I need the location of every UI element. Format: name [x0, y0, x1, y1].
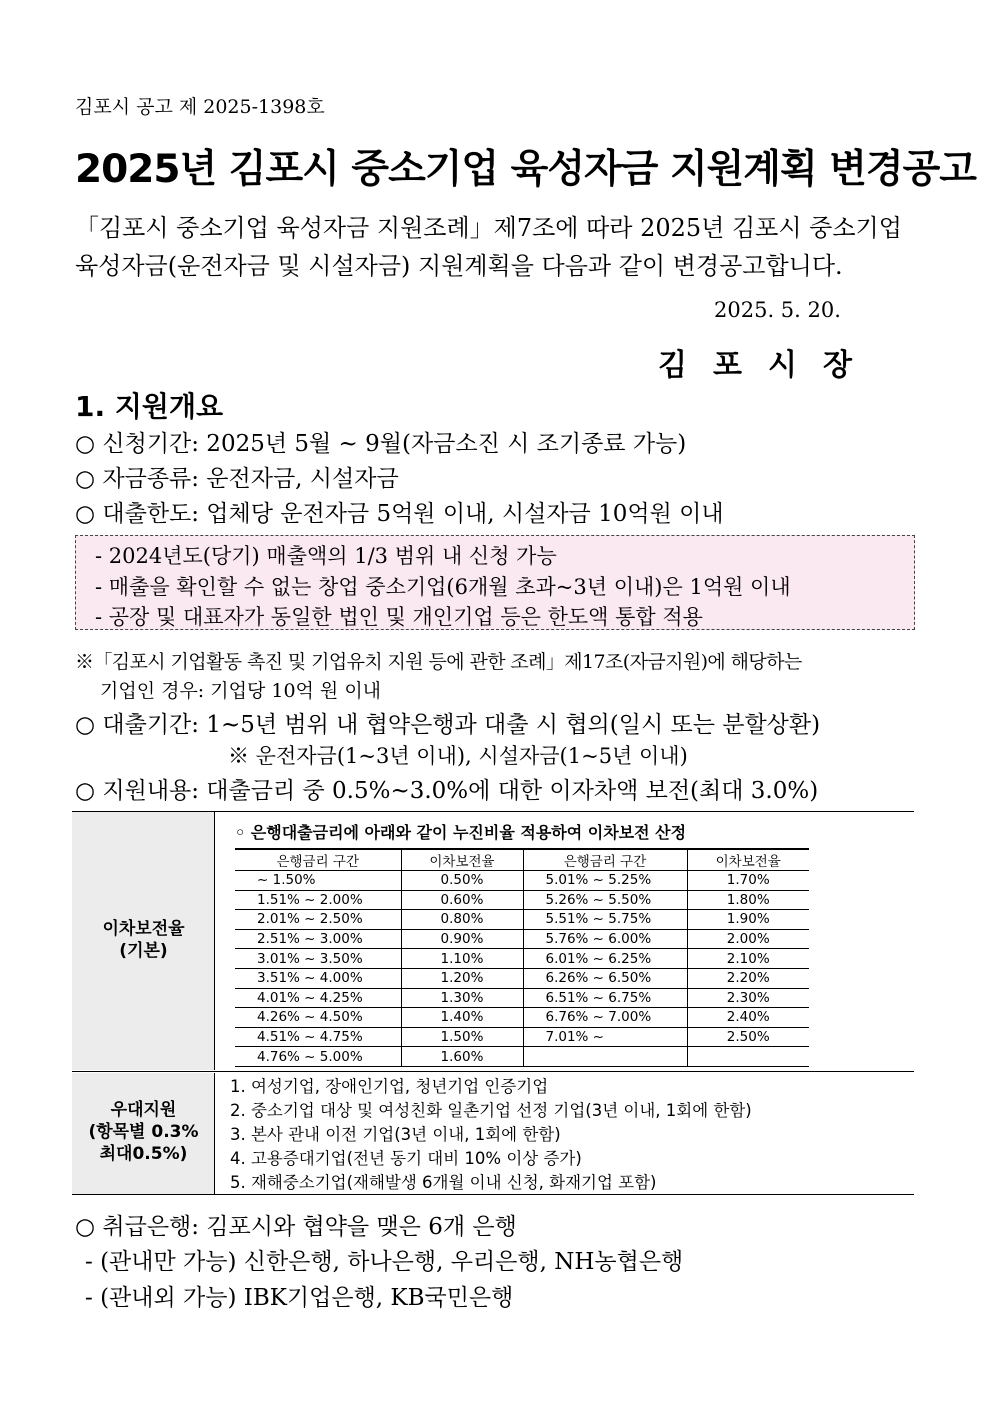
rate-cell-range: 2.01% ~ 2.50%: [235, 910, 401, 930]
notice-number: 김포시 공고 제 2025-1398호: [75, 96, 325, 118]
rate-cell-range: 6.51% ~ 6.75%: [523, 988, 687, 1008]
rate-table-header: [235, 849, 809, 871]
table-row: [235, 929, 809, 949]
rate-cell-rate: 0.60%: [401, 890, 523, 910]
intro-line-1: 「김포시 중소기업 육성자금 지원조례」제7조에 따라 2025년 김포시 중소기업: [75, 214, 902, 242]
rate-cell-range: 5.26% ~ 5.50%: [523, 890, 687, 910]
loan-period: ○ 대출기간: 1~5년 범위 내 협약은행과 대출 시 협의(일시 또는 분할상환): [75, 712, 821, 738]
rate-cell-range: 4.76% ~ 5.00%: [235, 1047, 401, 1067]
section-title: 1. 지원개요: [75, 390, 224, 423]
table-row: [235, 968, 809, 988]
rate-intro: ◦ 은행대출금리에 아래와 같이 누진비율 적용하여 이차보전 산정: [235, 823, 687, 842]
preferential-list: [230, 1075, 752, 1195]
rate-cell-range: 3.01% ~ 3.50%: [235, 949, 401, 969]
rate-cell-rate: 1.80%: [687, 890, 809, 910]
rate-cell-rate: 1.60%: [401, 1047, 523, 1067]
rate-cell-rate: 0.50%: [401, 871, 523, 891]
table-row: [235, 890, 809, 910]
rate-cell-rate: 1.20%: [401, 968, 523, 988]
limit-note: - 2024년도(당기) 매출액의 1/3 범위 내 신청 가능: [95, 544, 557, 568]
rate-cell-rate: 1.50%: [401, 1027, 523, 1047]
page-title: 2025년 김포시 중소기업 육성자금 지원계획 변경공고: [75, 147, 976, 192]
table-divider: [72, 1071, 914, 1072]
intro-line-2: 육성자금(운전자금 및 시설자금) 지원계획을 다음과 같이 변경공고합니다.: [75, 252, 843, 280]
rate-cell-rate: 2.50%: [687, 1027, 809, 1047]
rate-cell-range: 4.26% ~ 4.50%: [235, 1008, 401, 1028]
rate-cell-rate: [687, 1047, 809, 1067]
rate-cell-rate: 2.20%: [687, 968, 809, 988]
rate-cell-range: 5.51% ~ 5.75%: [523, 910, 687, 930]
support-content: ○ 지원내용: 대출금리 중 0.5%~3.0%에 대한 이자차액 보전(최대 3.0%): [75, 778, 819, 804]
preferential-label: 우대지원 (항목별 0.3% 최대0.5%): [88, 1100, 199, 1164]
rate-table: [235, 848, 809, 1067]
rate-cell-range: ~ 1.50%: [235, 871, 401, 891]
rate-cell-rate: 0.90%: [401, 929, 523, 949]
table-row: [235, 1008, 809, 1028]
banks-title: ○ 취급은행: 김포시와 협약을 맺은 6개 은행: [75, 1214, 517, 1240]
col-rate: 이차보전율: [687, 849, 809, 871]
rate-cell-rate: 1.90%: [687, 910, 809, 930]
rate-cell-range: 4.01% ~ 4.25%: [235, 988, 401, 1008]
issuer-name: 김포시장: [658, 348, 878, 383]
list-item: 4. 고용증대기업(전년 동기 대비 10% 이상 증가): [230, 1149, 582, 1168]
rate-cell-range: 1.51% ~ 2.00%: [235, 890, 401, 910]
limit-note: - 매출을 확인할 수 없는 창업 중소기업(6개월 초과~3년 이내)은 1억원 이내: [95, 575, 791, 599]
rate-cell-range: 3.51% ~ 4.00%: [235, 968, 401, 988]
loan-limit: ○ 대출한도: 업체당 운전자금 5억원 이내, 시설자금 10억원 이내: [75, 501, 724, 527]
rate-cell-rate: 2.30%: [687, 988, 809, 1008]
table-row: [235, 910, 809, 930]
banks-local: - (관내만 가능) 신한은행, 하나은행, 우리은행, NH농협은행: [85, 1249, 684, 1275]
rate-cell-range: [523, 1047, 687, 1067]
rate-cell-rate: 0.80%: [401, 910, 523, 930]
rate-cell-rate: 2.00%: [687, 929, 809, 949]
col-range: 은행금리 구간: [523, 849, 687, 871]
table-row: [235, 1027, 809, 1047]
rate-cell-range: 6.01% ~ 6.25%: [523, 949, 687, 969]
rate-cell-range: 5.01% ~ 5.25%: [523, 871, 687, 891]
rate-cell-rate: 1.10%: [401, 949, 523, 969]
table-row: [235, 949, 809, 969]
rate-cell-rate: 1.30%: [401, 988, 523, 1008]
col-rate: 이차보전율: [401, 849, 523, 871]
rate-cell-range: 2.51% ~ 3.00%: [235, 929, 401, 949]
rate-cell-range: 6.76% ~ 7.00%: [523, 1008, 687, 1028]
list-item: 3. 본사 관내 이전 기업(3년 이내, 1회에 한함): [230, 1125, 561, 1144]
fund-types: ○ 자금종류: 운전자금, 시설자금: [75, 466, 399, 492]
rate-cell-rate: 1.70%: [687, 871, 809, 891]
limit-note: - 공장 및 대표자가 동일한 법인 및 개인기업 등은 한도액 통합 적용: [95, 605, 703, 629]
rate-cell-range: 4.51% ~ 4.75%: [235, 1027, 401, 1047]
ordinance-note-cont: 기업인 경우: 기업당 10억 원 이내: [100, 680, 382, 702]
table-row: [235, 988, 809, 1008]
col-range: 은행금리 구간: [235, 849, 401, 871]
banks-outside: - (관내외 가능) IBK기업은행, KB국민은행: [85, 1285, 514, 1311]
basic-rate-label: 이차보전율 (기본): [102, 919, 185, 961]
rate-cell-rate: 1.40%: [401, 1008, 523, 1028]
table-row: [235, 1047, 809, 1067]
notice-date: 2025. 5. 20.: [714, 298, 841, 322]
list-item: 5. 재해중소기업(재해발생 6개월 이내 신청, 화재기업 포함): [230, 1173, 657, 1192]
loan-period-note: ※ 운전자금(1~3년 이내), 시설자금(1~5년 이내): [228, 744, 688, 768]
rate-cell-rate: 2.10%: [687, 949, 809, 969]
application-period: ○ 신청기간: 2025년 5월 ~ 9월(자금소진 시 조기종료 가능): [75, 431, 687, 457]
rate-cell-range: 6.26% ~ 6.50%: [523, 968, 687, 988]
table-row: [235, 871, 809, 891]
rate-cell-range: 5.76% ~ 6.00%: [523, 929, 687, 949]
list-item: 2. 중소기업 대상 및 여성친화 일촌기업 선정 기업(3년 이내, 1회에 한함): [230, 1101, 752, 1120]
ordinance-note: ※「김포시 기업활동 촉진 및 기업유치 지원 등에 관한 조례」제17조(자금지원)에 해당하는: [75, 651, 802, 673]
list-item: 1. 여성기업, 장애인기업, 청년기업 인증기업: [230, 1077, 549, 1096]
rate-cell-rate: 2.40%: [687, 1008, 809, 1028]
rate-cell-range: 7.01% ~: [523, 1027, 687, 1047]
